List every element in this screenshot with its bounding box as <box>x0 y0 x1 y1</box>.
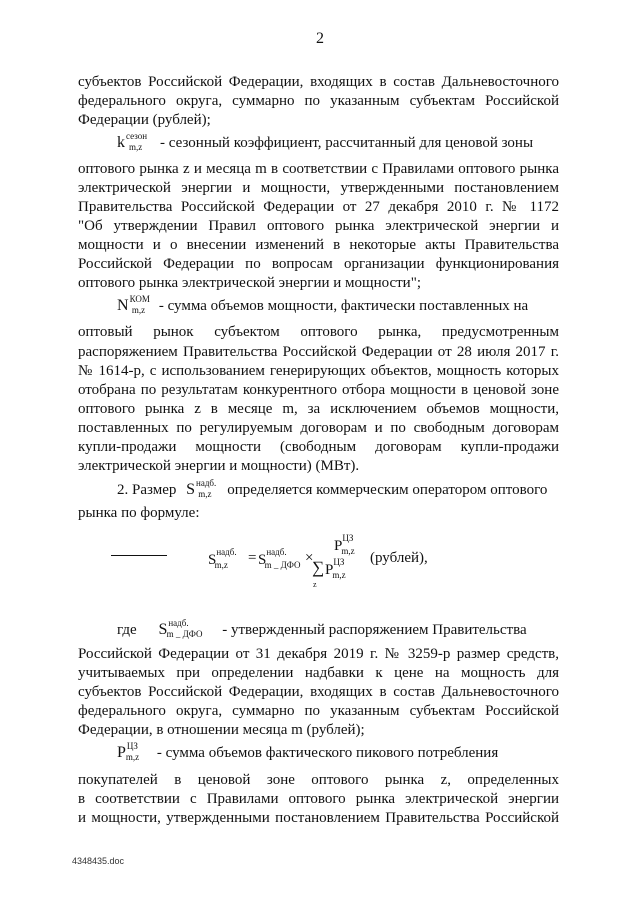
p-definition-line: $P^{ЦЗ}m,z$ - сумма объемов фактического пикового потребления <box>117 741 499 762</box>
text-line: "Об утверждении Правил оптового рынка электрической энергии и <box>78 218 559 234</box>
text-line: субъектов Российской Федерации, входящих в состав Дальневосточного <box>78 74 559 90</box>
text-line: федерального округа, суммарно по указанным субъектам Российской <box>78 93 559 109</box>
symbol-s-nadb: $S^{надб.}m,z$ <box>186 478 217 499</box>
n-definition-line: $N^{КОМ}m,z$ - сумма объемов мощности, фактически поставленных на <box>117 294 529 315</box>
formula-times: × <box>305 550 314 566</box>
k-definition-line: $k^{сезон}m,z$ - сезонный коэффициент, рассчитанный для ценовой зоны <box>117 131 534 152</box>
symbol-s-dfo: $S^{надб.}m$ _ ДФО <box>158 618 203 639</box>
text-line: оптового рынка z в месяце m, за исключением объемов мощности, <box>78 401 559 417</box>
formula-lhs: $S^{надб.}_{m,z}$ <box>208 547 237 570</box>
formula <box>208 533 448 606</box>
symbol-n-kom: $N^{КОМ}m,z$ <box>117 294 150 315</box>
text-line: купли-продажи мощности (свободным договорам купли-продажи <box>78 439 559 455</box>
text-line: оптовый рынок субъектом оптового рынка, предусмотренным <box>78 324 559 340</box>
text-line: оптового рынка z и месяца m в соответствии с Правилами оптового рынка <box>78 161 559 177</box>
text-line: рынка по формуле: <box>78 505 200 521</box>
text-line: Федерации (рублей); <box>78 112 211 128</box>
text-line: Правительства Российской Федерации от 27 декабря 2010 г. № 1172 <box>78 199 559 215</box>
text-line: мощности и о внесении изменений в некоторые акты Правительства <box>78 237 559 253</box>
size-definition-line: 2. Размер $S^{надб.}m,z$ определяется коммерческим оператором оптового <box>117 478 548 499</box>
formula-denominator: $P^{ЦЗ}_{m,z}$ <box>325 557 346 580</box>
formula-equals: = <box>248 550 257 566</box>
text-line: учитываемых при определении надбавки к цене на мощность для <box>78 665 559 681</box>
text-line: и мощности, утвержденными постановлением Правительства Российской <box>78 810 559 826</box>
text-line: субъектов Российской Федерации, входящих в состав Дальневосточного <box>78 684 559 700</box>
text-line: отобрана по результатам конкурентного отбора мощности в ценовой зоне <box>78 382 559 398</box>
text-line: распоряжением Правительства Российской Федерации от 28 июля 2017 г. <box>78 344 559 360</box>
formula-s-dfo: $S^{надб.}_{m \_ ДФО}$ <box>258 547 301 570</box>
text-line: электрической энергии и мощности, утвержденными постановлением <box>78 180 559 196</box>
text-line: № 1614-р, с использованием генерирующих объектов, мощность которых <box>78 363 559 379</box>
formula-sum-index: z <box>313 580 317 589</box>
symbol-k-season: $k^{сезон}m,z$ <box>117 131 148 152</box>
text-line: покупателей в ценовой зоне оптового рынка z, определенных <box>78 772 559 788</box>
formula-numerator: $P^{ЦЗ}_{m,z}$ <box>334 533 355 556</box>
text-line: оптового рынка электрической энергии и мощности"; <box>78 275 422 291</box>
formula-sum: ∑ <box>312 558 325 577</box>
formula-units: (рублей), <box>370 550 428 566</box>
fraction-bar <box>111 555 167 556</box>
where-line: где $S^{надб.}m$ _ ДФО - утвержденный распоряжением Правительства <box>117 618 527 639</box>
text-line: Федерации, в отношении месяца m (рублей); <box>78 722 365 738</box>
text-line: Российской Федерации от 31 декабря 2019 г. № 3259-р размер средств, <box>78 646 559 662</box>
text-line: в соответствии с Правилами оптового рынка электрической энергии <box>78 791 559 807</box>
footer-doc-id: 4348435.doc <box>72 856 125 866</box>
text-line: электрической энергии и мощности) (МВт). <box>78 458 360 474</box>
text-line: федерального округа, суммарно по указанным субъектам Российской <box>78 703 559 719</box>
page-number: 2 <box>316 30 324 47</box>
symbol-p-cz: $P^{ЦЗ}m,z$ <box>117 741 140 762</box>
text-line: поставленных по регулируемым договорам и по свободным договорам <box>78 420 559 436</box>
text-line: Российской Федерации по вопросам организации функционирования <box>78 256 559 272</box>
